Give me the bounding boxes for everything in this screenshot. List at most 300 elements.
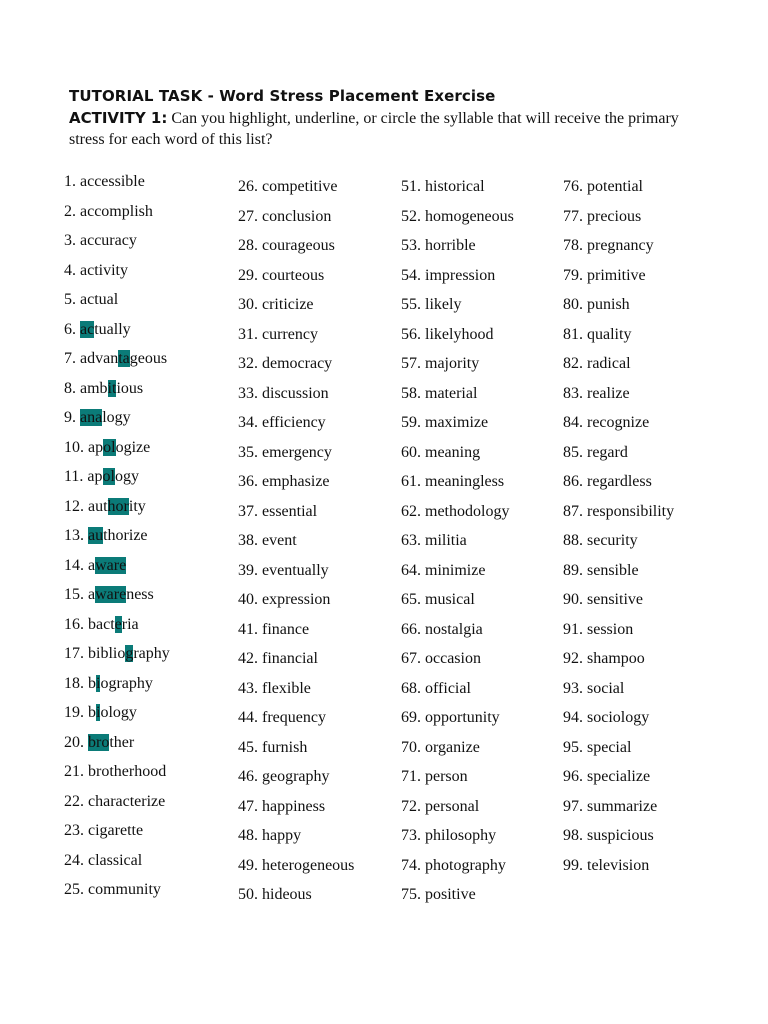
word-number: 41.	[238, 620, 258, 638]
word-number: 62.	[401, 502, 421, 520]
word-item	[64, 703, 170, 733]
word-number: 84.	[563, 414, 583, 431]
word-item	[64, 261, 170, 291]
word-number: 80.	[563, 296, 583, 313]
word-text[interactable]: apologize	[88, 438, 151, 456]
word-number: 52.	[401, 207, 421, 225]
word-number: 86.	[563, 473, 583, 490]
word-item	[64, 644, 170, 674]
word-text[interactable]: eventually	[262, 561, 329, 579]
word-text[interactable]: impression	[425, 266, 496, 284]
word-item	[64, 172, 170, 202]
word-number: 91.	[563, 620, 583, 638]
word-item	[401, 738, 514, 768]
word-item	[64, 880, 170, 910]
word-text[interactable]: methodology	[425, 502, 510, 520]
word-item	[238, 826, 354, 856]
word-item	[563, 295, 674, 325]
word-text[interactable]: specialize	[587, 768, 651, 785]
word-item	[64, 733, 170, 763]
word-item	[238, 295, 354, 325]
word-text[interactable]: organize	[425, 738, 480, 756]
word-number: 83.	[563, 384, 583, 402]
word-item	[563, 502, 674, 532]
stress-highlight: hor	[107, 497, 129, 515]
word-item	[563, 207, 674, 237]
word-text[interactable]: advantageous	[80, 350, 168, 367]
word-number: 77.	[563, 207, 583, 225]
word-item	[401, 679, 514, 709]
word-text[interactable]: television	[587, 856, 650, 874]
word-text[interactable]: security	[587, 532, 638, 549]
word-text[interactable]: suspicious	[587, 827, 654, 844]
word-item	[401, 885, 514, 915]
word-number: 99.	[563, 856, 583, 874]
word-text[interactable]: efficiency	[262, 414, 326, 431]
word-text[interactable]: financial	[262, 650, 318, 667]
stress-highlight: ac	[80, 320, 95, 338]
word-text[interactable]: philosophy	[425, 827, 497, 844]
stress-highlight: i	[96, 704, 101, 721]
word-item	[64, 674, 170, 704]
word-item	[401, 826, 514, 856]
word-text[interactable]: apology	[87, 468, 139, 485]
word-number: 42.	[238, 650, 258, 667]
word-number: 60.	[401, 443, 421, 461]
word-item	[401, 325, 514, 355]
word-number: 45.	[238, 738, 258, 756]
word-item	[238, 708, 354, 738]
word-number: 76.	[563, 178, 583, 195]
word-text[interactable]: meaning	[425, 443, 481, 461]
word-text[interactable]: courteous	[262, 266, 325, 284]
word-number: 85.	[563, 443, 583, 461]
word-number: 43.	[238, 679, 258, 697]
word-text[interactable]: official	[425, 679, 471, 697]
word-text[interactable]: ambitious	[80, 379, 144, 397]
word-item	[64, 556, 170, 586]
word-item	[401, 561, 514, 591]
word-text[interactable]: musical	[425, 591, 475, 608]
activity-label: ACTIVITY 1:	[69, 109, 168, 127]
word-item	[563, 649, 674, 679]
word-item	[238, 590, 354, 620]
word-number: 69.	[401, 709, 421, 726]
word-text[interactable]: competitive	[262, 178, 338, 195]
word-number: 87.	[563, 502, 583, 520]
word-item	[401, 413, 514, 443]
word-text[interactable]: discussion	[262, 384, 329, 402]
word-text[interactable]: nostalgia	[425, 620, 483, 638]
word-item	[64, 379, 170, 409]
word-item	[563, 236, 674, 266]
stress-highlight: e	[114, 615, 122, 633]
stress-highlight: ware	[95, 556, 127, 574]
word-list-column-4	[563, 177, 674, 885]
word-text[interactable]: actual	[80, 291, 119, 308]
word-number: 22.	[64, 792, 84, 810]
word-text[interactable]: homogeneous	[425, 207, 514, 225]
word-item	[238, 354, 354, 384]
word-text[interactable]: authority	[88, 497, 146, 515]
word-text[interactable]: likely	[425, 296, 462, 313]
word-item	[238, 679, 354, 709]
word-item	[563, 590, 674, 620]
word-text[interactable]: heterogeneous	[262, 856, 355, 874]
word-number: 73.	[401, 827, 421, 844]
word-item	[238, 325, 354, 355]
word-item	[401, 236, 514, 266]
word-text[interactable]: radical	[587, 355, 631, 372]
word-text[interactable]: quality	[587, 325, 632, 343]
word-item	[401, 590, 514, 620]
word-text[interactable]: material	[425, 384, 478, 402]
word-text[interactable]: sensitive	[587, 591, 643, 608]
word-number: 13.	[64, 527, 84, 544]
word-number: 90.	[563, 591, 583, 608]
word-text[interactable]: courageous	[262, 237, 335, 254]
word-item	[64, 320, 170, 350]
word-number: 74.	[401, 856, 421, 874]
stress-highlight: g	[125, 645, 134, 662]
word-text[interactable]: currency	[262, 325, 318, 343]
word-item	[238, 885, 354, 915]
word-number: 94.	[563, 709, 583, 726]
word-item	[563, 531, 674, 561]
word-item	[563, 767, 674, 797]
word-text[interactable]: emphasize	[262, 473, 330, 490]
word-number: 98.	[563, 827, 583, 844]
word-item	[64, 792, 170, 822]
word-text[interactable]: horrible	[425, 237, 476, 254]
word-item	[563, 413, 674, 443]
word-number: 14.	[64, 556, 84, 574]
word-number: 20.	[64, 733, 84, 751]
word-item	[64, 615, 170, 645]
word-text[interactable]: happy	[262, 827, 302, 844]
word-item	[238, 649, 354, 679]
word-number: 19.	[64, 704, 84, 721]
word-item	[401, 266, 514, 296]
word-number: 6.	[64, 320, 76, 338]
word-number: 7.	[64, 350, 76, 367]
stress-highlight: bro	[88, 733, 110, 751]
word-text[interactable]: opportunity	[425, 709, 500, 726]
word-number: 21.	[64, 763, 84, 780]
word-text[interactable]: furnish	[262, 738, 308, 756]
word-item	[563, 325, 674, 355]
word-text[interactable]: majority	[425, 355, 480, 372]
word-text[interactable]: militia	[425, 532, 467, 549]
word-text[interactable]: likelyhood	[425, 325, 494, 343]
word-text[interactable]: meaningless	[425, 473, 505, 490]
word-number: 64.	[401, 561, 421, 579]
word-item	[563, 177, 674, 207]
word-item	[401, 856, 514, 886]
word-item	[563, 354, 674, 384]
word-item	[401, 354, 514, 384]
word-item	[401, 797, 514, 827]
word-number: 2.	[64, 202, 76, 220]
word-number: 44.	[238, 709, 258, 726]
word-item	[401, 443, 514, 473]
word-item	[563, 266, 674, 296]
word-text[interactable]: characterize	[88, 792, 166, 810]
word-number: 53.	[401, 237, 421, 254]
stress-highlight: ware	[95, 586, 127, 603]
word-text[interactable]: frequency	[262, 709, 326, 726]
word-text[interactable]: brother	[88, 733, 135, 751]
word-item	[238, 502, 354, 532]
word-item	[401, 620, 514, 650]
word-number: 57.	[401, 355, 421, 372]
word-text[interactable]: conclusion	[262, 207, 332, 225]
word-number: 61.	[401, 473, 421, 490]
word-item	[238, 443, 354, 473]
word-text[interactable]: essential	[262, 502, 318, 520]
word-text[interactable]: geography	[262, 768, 330, 785]
word-number: 89.	[563, 561, 583, 579]
word-item	[563, 561, 674, 591]
word-item	[563, 797, 674, 827]
word-number: 81.	[563, 325, 583, 343]
word-text[interactable]: community	[88, 881, 161, 898]
word-item	[238, 561, 354, 591]
word-number: 55.	[401, 296, 421, 313]
word-text[interactable]: authorize	[88, 527, 148, 544]
word-text[interactable]: shampoo	[587, 650, 645, 667]
word-number: 54.	[401, 266, 421, 284]
word-item	[563, 856, 674, 886]
word-item	[64, 821, 170, 851]
word-text[interactable]: special	[587, 738, 632, 756]
word-text[interactable]: accessible	[80, 173, 145, 190]
word-number: 75.	[401, 886, 421, 903]
word-text[interactable]: realize	[587, 384, 630, 402]
word-number: 39.	[238, 561, 258, 579]
word-text[interactable]: bibliography	[88, 645, 170, 662]
word-item	[563, 620, 674, 650]
word-text[interactable]: primitive	[587, 266, 646, 284]
word-item	[401, 384, 514, 414]
word-text[interactable]: brotherhood	[88, 763, 167, 780]
word-text[interactable]: biography	[88, 674, 153, 692]
word-number: 58.	[401, 384, 421, 402]
word-number: 51.	[401, 178, 421, 195]
word-item	[401, 177, 514, 207]
word-text[interactable]: potential	[587, 178, 643, 195]
word-item	[238, 207, 354, 237]
word-number: 3.	[64, 232, 76, 249]
word-item	[64, 408, 170, 438]
word-number: 35.	[238, 443, 258, 461]
word-number: 8.	[64, 379, 76, 397]
word-item	[401, 649, 514, 679]
word-text[interactable]: personal	[425, 797, 480, 815]
word-item	[64, 290, 170, 320]
word-number: 82.	[563, 355, 583, 372]
word-text[interactable]: biology	[88, 704, 137, 721]
word-item	[64, 762, 170, 792]
word-item	[401, 531, 514, 561]
word-number: 71.	[401, 768, 421, 785]
activity-text: Can you highlight, underline, or circle the syllable that will receive the primary stress for each word of this list?	[69, 110, 679, 148]
page-title: TUTORIAL TASK - Word Stress Placement Exercise	[69, 87, 496, 105]
word-number: 38.	[238, 532, 258, 549]
word-text[interactable]: emergency	[262, 443, 332, 461]
word-text[interactable]: sociology	[587, 709, 650, 726]
word-item	[238, 620, 354, 650]
word-number: 48.	[238, 827, 258, 844]
word-text[interactable]: actually	[80, 320, 131, 338]
word-item	[563, 472, 674, 502]
stress-highlight: au	[88, 527, 104, 544]
word-number: 47.	[238, 797, 258, 815]
word-text[interactable]: bacteria	[88, 615, 139, 633]
word-item	[563, 826, 674, 856]
word-item	[563, 679, 674, 709]
word-number: 25.	[64, 881, 84, 898]
word-text[interactable]: activity	[80, 261, 128, 279]
word-text[interactable]: classical	[88, 851, 143, 869]
word-number: 32.	[238, 355, 258, 372]
word-item	[64, 526, 170, 556]
word-item	[238, 384, 354, 414]
word-number: 27.	[238, 207, 258, 225]
word-item	[401, 295, 514, 325]
word-text[interactable]: event	[262, 532, 297, 549]
word-number: 9.	[64, 409, 76, 426]
word-text[interactable]: accomplish	[80, 202, 153, 220]
word-text[interactable]: person	[425, 768, 468, 785]
word-text[interactable]: positive	[425, 886, 476, 903]
word-number: 50.	[238, 886, 258, 903]
word-item	[401, 207, 514, 237]
word-number: 33.	[238, 384, 258, 402]
word-item	[64, 497, 170, 527]
word-text[interactable]: precious	[587, 207, 642, 225]
word-number: 10.	[64, 438, 84, 456]
word-text[interactable]: summarize	[587, 797, 658, 815]
word-number: 11.	[64, 468, 84, 485]
word-number: 1.	[64, 173, 76, 190]
word-text[interactable]: responsibility	[587, 502, 675, 520]
word-text[interactable]: photography	[425, 856, 506, 874]
word-text[interactable]: recognize	[587, 414, 650, 431]
word-text[interactable]: session	[587, 620, 634, 638]
word-number: 23.	[64, 822, 84, 839]
word-item	[401, 767, 514, 797]
word-text[interactable]: analogy	[80, 409, 131, 426]
word-item	[64, 585, 170, 615]
word-text[interactable]: regard	[587, 443, 628, 461]
word-text[interactable]: historical	[425, 178, 485, 195]
word-item	[563, 708, 674, 738]
word-number: 96.	[563, 768, 583, 785]
word-number: 79.	[563, 266, 583, 284]
word-number: 5.	[64, 291, 76, 308]
word-text[interactable]: awareness	[88, 586, 154, 603]
word-number: 66.	[401, 620, 421, 638]
word-item	[563, 384, 674, 414]
word-number: 72.	[401, 797, 421, 815]
word-number: 78.	[563, 237, 583, 254]
word-item	[238, 472, 354, 502]
word-item	[238, 177, 354, 207]
stress-highlight: it	[107, 379, 117, 397]
word-text[interactable]: regardless	[587, 473, 652, 490]
word-text[interactable]: sensible	[587, 561, 639, 579]
word-number: 28.	[238, 237, 258, 254]
word-item	[64, 467, 170, 497]
word-number: 16.	[64, 615, 84, 633]
word-text[interactable]: expression	[262, 591, 331, 608]
word-text[interactable]: flexible	[262, 679, 311, 697]
word-item	[238, 531, 354, 561]
word-number: 17.	[64, 645, 84, 662]
word-item	[64, 349, 170, 379]
word-item	[238, 738, 354, 768]
word-item	[238, 856, 354, 886]
word-text[interactable]: criticize	[262, 296, 314, 313]
word-number: 59.	[401, 414, 421, 431]
word-text[interactable]: pregnancy	[587, 237, 654, 254]
activity-instructions	[69, 108, 709, 150]
word-item	[238, 413, 354, 443]
word-number: 26.	[238, 178, 258, 195]
word-list-column-1	[64, 172, 170, 910]
word-text[interactable]: democracy	[262, 355, 333, 372]
word-item	[401, 708, 514, 738]
word-text[interactable]: minimize	[425, 561, 486, 579]
word-text[interactable]: cigarette	[88, 822, 144, 839]
word-number: 24.	[64, 851, 84, 869]
word-item	[238, 266, 354, 296]
stress-highlight: ta	[118, 350, 130, 367]
stress-highlight: i	[96, 674, 101, 692]
word-number: 88.	[563, 532, 583, 549]
word-number: 37.	[238, 502, 258, 520]
word-text[interactable]: accuracy	[80, 232, 137, 249]
word-item	[238, 236, 354, 266]
word-item	[238, 767, 354, 797]
stress-highlight: ol	[103, 438, 116, 456]
word-item	[64, 231, 170, 261]
word-text[interactable]: hideous	[262, 886, 312, 903]
word-number: 4.	[64, 261, 76, 279]
word-number: 36.	[238, 473, 258, 490]
word-text[interactable]: social	[587, 679, 625, 697]
word-text[interactable]: punish	[587, 296, 630, 313]
word-text[interactable]: aware	[88, 556, 127, 574]
word-number: 15.	[64, 586, 84, 603]
word-text[interactable]: maximize	[425, 414, 489, 431]
word-item	[401, 472, 514, 502]
word-text[interactable]: happiness	[262, 797, 326, 815]
word-item	[238, 797, 354, 827]
word-number: 49.	[238, 856, 258, 874]
word-number: 56.	[401, 325, 421, 343]
word-number: 29.	[238, 266, 258, 284]
word-number: 12.	[64, 497, 84, 515]
word-item	[563, 738, 674, 768]
word-text[interactable]: finance	[262, 620, 310, 638]
word-number: 92.	[563, 650, 583, 667]
word-text[interactable]: occasion	[425, 650, 481, 667]
word-number: 67.	[401, 650, 421, 667]
word-number: 31.	[238, 325, 258, 343]
word-number: 97.	[563, 797, 583, 815]
